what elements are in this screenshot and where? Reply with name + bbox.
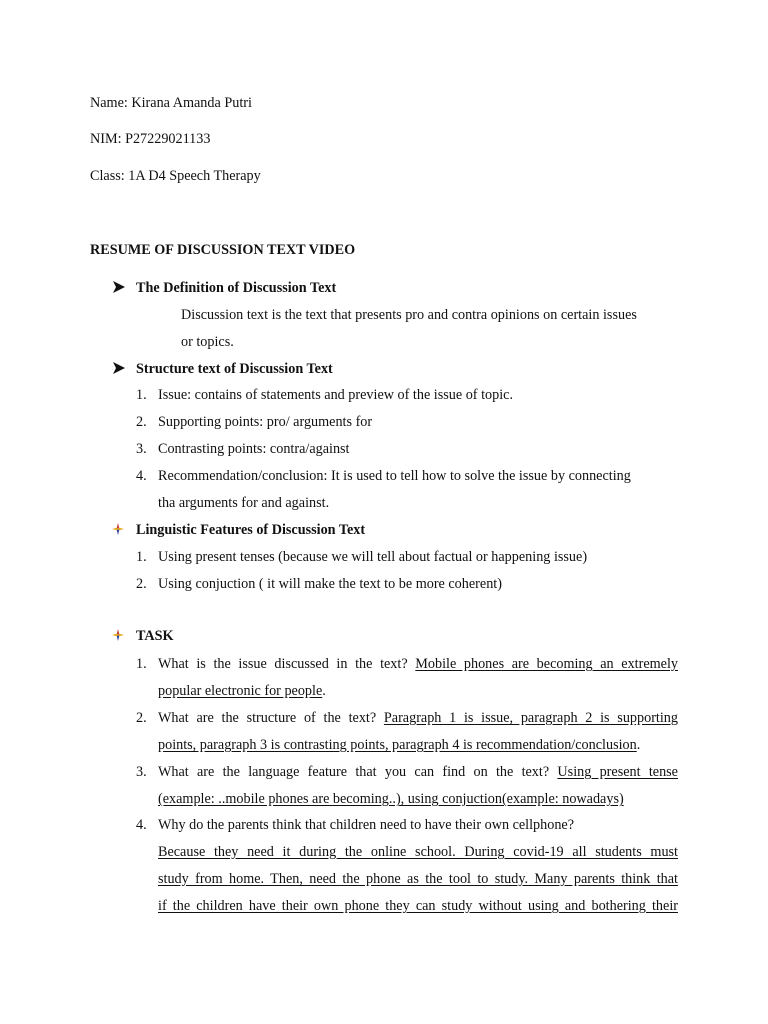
list-number: 2. — [136, 576, 147, 592]
four-point-star-bullet-icon — [112, 523, 124, 535]
structure-item: Contrasting points: contra/against — [158, 441, 350, 457]
student-class: Class: 1A D4 Speech Therapy — [90, 168, 261, 184]
task-question-1: What is the issue discussed in the text? Mobile phones are becoming an extremely — [158, 656, 678, 672]
definition-heading: The Definition of Discussion Text — [136, 280, 337, 296]
list-number: 1. — [136, 656, 147, 672]
arrow-bullet-icon — [112, 280, 126, 294]
answer-text: Using present tense — [557, 764, 678, 780]
definition-text-line2: or topics. — [181, 334, 234, 350]
answer-text: Paragraph 1 is issue, paragraph 2 is supporting — [383, 710, 678, 726]
list-number: 3. — [136, 764, 147, 780]
linguistic-item: Using conjuction ( it will make the text to be more coherent) — [158, 576, 502, 592]
task-question-3: What are the language feature that you can find on the text? Using present tense — [158, 764, 678, 780]
task-answer-4-line1: Because they need it during the online school. During covid-19 all students must — [158, 844, 678, 860]
linguistic-heading: Linguistic Features of Discussion Text — [136, 522, 366, 538]
structure-item: Issue: contains of statements and preview of the issue of topic. — [158, 387, 513, 403]
task-answer-1-cont: popular electronic for people. — [158, 683, 326, 699]
student-nim: NIM: P27229021133 — [90, 131, 211, 147]
task-answer-4-line3: if the children have their own phone they can study without using and bothering their — [158, 898, 678, 914]
structure-item-continued: tha arguments for and against. — [158, 495, 330, 511]
list-number: 3. — [136, 441, 147, 457]
list-number: 4. — [136, 468, 147, 484]
list-number: 2. — [136, 710, 147, 726]
structure-item: Recommendation/conclusion: It is used to tell how to solve the issue by connecting — [158, 468, 631, 484]
task-question-2: What are the structure of the text? Paragraph 1 is issue, paragraph 2 is supporting — [158, 710, 678, 726]
structure-heading: Structure text of Discussion Text — [136, 361, 333, 377]
task-answer-4-line2: study from home. Then, need the phone as the tool to study. Many parents think that — [158, 871, 678, 887]
list-number: 1. — [136, 387, 147, 403]
document-title: RESUME OF DISCUSSION TEXT VIDEO — [90, 242, 356, 258]
task-answer-2-cont: points, paragraph 3 is contrasting points, paragraph 4 is recommendation/conclusion. — [158, 737, 641, 753]
definition-text-line1: Discussion text is the text that presents pro and contra opinions on certain issues — [181, 307, 637, 323]
task-question-4: Why do the parents think that children need to have their own cellphone? — [158, 817, 575, 833]
student-name: Name: Kirana Amanda Putri — [90, 95, 252, 111]
list-number: 2. — [136, 414, 147, 430]
list-number: 1. — [136, 549, 147, 565]
answer-text: Mobile phones are becoming an extremely — [415, 656, 678, 672]
task-answer-3-cont: (example: ..mobile phones are becoming..), using conjuction(example: nowadays) — [158, 791, 624, 807]
task-heading: TASK — [136, 628, 174, 644]
arrow-bullet-icon — [112, 361, 126, 375]
list-number: 4. — [136, 817, 147, 833]
structure-item: Supporting points: pro/ arguments for — [158, 414, 373, 430]
linguistic-item: Using present tenses (because we will tell about factual or happening issue) — [158, 549, 588, 565]
four-point-star-bullet-icon — [112, 629, 124, 641]
